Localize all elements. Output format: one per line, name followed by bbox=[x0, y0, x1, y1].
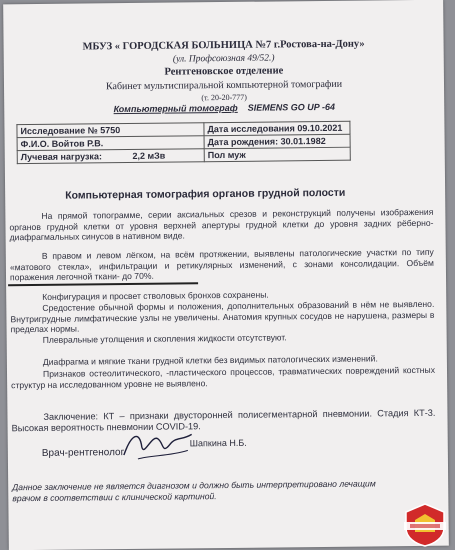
report-paragraph: Признаков остеолитического, -пластического процессов, травматических повреждений костных структур на исследованном уровне не выявлено. bbox=[11, 364, 436, 390]
report-paragraph: Средостение обычной формы и положения, дополнительных образований в нём не выявлено. Внутригрудные лимфатические узлы не увеличены. Анатомия крупных сосудов не нарушена, размеры в пределах нормы. bbox=[10, 298, 435, 335]
news-logo-watermark-icon bbox=[400, 500, 450, 548]
doctor-role: Врач-рентгенолог bbox=[41, 447, 125, 459]
report-paragraph: В правом и левом лёгком, на всём протяжении, выявлены патологические участки по типу «матового стекла», инфильтрации и ретикулярных изменений, с зонами консолидации. Объём поражения легочной ткани- до 70%. bbox=[9, 246, 434, 283]
report-paragraph: На прямой топограмме, серии аксиальных срезов и реконструкций получены изображения органов грудной клетки от уровня верхней апертуры грудной клетки до уровня задних рёберно-диафрагмальных синусов в нативном виде. bbox=[9, 206, 434, 243]
doctor-signature-line bbox=[41, 437, 247, 459]
radiation-dose bbox=[17, 149, 204, 164]
patient-name: Ф.И.О. Войтов Р.В. bbox=[17, 136, 204, 151]
report-title: Компьютерная томография органов грудной полости bbox=[65, 186, 346, 202]
report-paragraph: Конфигурация и просвет стволовых бронхов сохранены. bbox=[42, 289, 269, 302]
hospital-address: (ул. Профсоюзная 49/52.) bbox=[172, 53, 275, 65]
report-paragraph: Диафрагма и мягкие ткани грудной клетки без видимых патологических изменений. bbox=[42, 353, 378, 367]
report-page bbox=[3, 0, 449, 550]
dose-value: 2,2 мЗв bbox=[132, 150, 166, 161]
patient-info-table bbox=[16, 121, 350, 164]
study-number: Исследование № 5750 bbox=[17, 123, 204, 138]
scanner-model: SIEMENS GO UP -64 bbox=[247, 101, 335, 113]
handwritten-signature-icon bbox=[118, 424, 198, 465]
doctor-name: Шапкина Н.Б. bbox=[189, 437, 247, 449]
study-date: Дата исследования 09.10.2021 bbox=[204, 121, 350, 136]
cabinet-name: Кабинет мультиспиральной компьютерной томографии bbox=[105, 78, 343, 93]
report-paragraph: Плевральные утолщения и скопления жидкости отсутствуют. bbox=[42, 332, 287, 345]
report-conclusion: Заключение: КТ – признаки двусторонней полисегментарной пневмонии. Стадия КТ-3. Высокая вероятность пневмонии COVID-19. bbox=[11, 407, 436, 434]
phone-number: (т. 20-20-777) bbox=[201, 92, 247, 103]
disclaimer-text: Данное заключение не является диагнозом и должно быть интерпретировано лечащим врачом в соответствии с клинической картиной. bbox=[12, 478, 376, 504]
hospital-name: МБУЗ « ГОРОДСКАЯ БОЛЬНИЦА №7 г.Ростова-на-Дону» bbox=[82, 38, 365, 53]
patient-sex: Пол муж bbox=[204, 147, 350, 162]
department-name: Рентгеновское отделение bbox=[164, 65, 284, 78]
birth-date: Дата рождения: 30.01.1982 bbox=[204, 134, 350, 149]
pen-underline-mark bbox=[8, 282, 198, 286]
scanner-label: Компьютерный томограф bbox=[113, 102, 238, 115]
dose-label: Лучевая нагрузка: bbox=[20, 151, 102, 163]
